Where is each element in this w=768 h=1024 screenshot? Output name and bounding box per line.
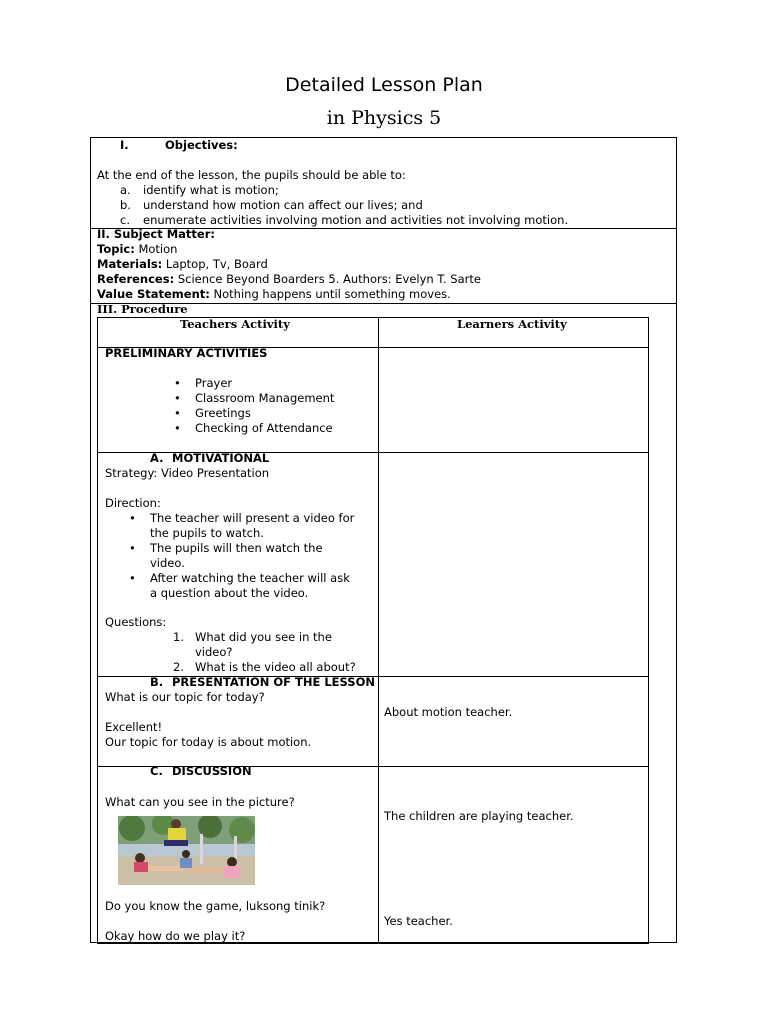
materials-row [97, 257, 268, 272]
objective-letter: b. [120, 198, 131, 212]
objective-letter: a. [120, 183, 131, 197]
direction-item-continued: a question about the video. [150, 586, 309, 600]
materials-label: Materials: [97, 257, 163, 271]
subject-matter-heading: II. Subject Matter: [97, 227, 215, 241]
objective-text: enumerate activities involving motion and activities not involving motion. [143, 213, 569, 227]
document-title-line2: in Physics 5 [326, 107, 442, 129]
question-number: 1. [173, 630, 184, 644]
discussion-letter: C. [150, 764, 163, 778]
direction-item: • The pupils will then watch the [150, 541, 323, 556]
presentation-excellent: Excellent! [105, 720, 163, 734]
objectives-heading: Objectives: [165, 138, 238, 152]
procedure-heading: III. Procedure [97, 302, 188, 316]
objective-letter: c. [120, 213, 130, 227]
questions-label: Questions: [105, 615, 167, 629]
motivational-heading: MOTIVATIONAL [172, 451, 270, 465]
question-text: What did you see in the [195, 630, 332, 644]
objectives-intro: At the end of the lesson, the pupils should be able to: [97, 168, 406, 182]
motivational-strategy: Strategy: Video Presentation [105, 466, 270, 480]
direction-label: Direction: [105, 496, 161, 510]
value-statement-label: Value Statement: [97, 287, 210, 301]
references-row [97, 272, 481, 287]
preliminary-heading: PRELIMINARY ACTIVITIES [105, 346, 268, 360]
topic-value: Motion [138, 242, 178, 256]
preliminary-item: • Prayer [195, 376, 232, 391]
presentation-heading: PRESENTATION OF THE LESSON [172, 675, 375, 689]
references-label: References: [97, 272, 175, 286]
question-text: What is the video all about? [195, 660, 356, 674]
objective-text: identify what is motion; [143, 183, 279, 197]
learner-answer-presentation: About motion teacher. [384, 705, 513, 719]
discussion-question: Do you know the game, luksong tinik? [105, 899, 326, 913]
column-divider [378, 318, 379, 943]
direction-item-continued: video. [150, 556, 185, 570]
motivational-letter: A. [150, 451, 164, 465]
discussion-question: What can you see in the picture? [105, 795, 295, 809]
presentation-letter: B. [150, 675, 164, 689]
children-playing-illustration [118, 816, 255, 885]
presentation-topic: Our topic for today is about motion. [105, 735, 312, 749]
children-playing-photo [118, 816, 255, 885]
materials-value: Laptop, Tv, Board [165, 257, 268, 271]
presentation-question: What is our topic for today? [105, 690, 265, 704]
value-statement-value: Nothing happens until something moves. [213, 287, 451, 301]
column-header-learner: Learners Activity [457, 317, 567, 331]
topic-row [97, 242, 177, 257]
preliminary-item: • Greetings [195, 406, 251, 421]
preliminary-item: • Checking of Attendance [195, 421, 333, 436]
direction-item: • The teacher will present a video for [150, 511, 354, 526]
objective-text: understand how motion can affect our lives; and [143, 198, 423, 212]
question-text-continued: video? [195, 645, 233, 659]
preliminary-item: • Classroom Management [195, 391, 334, 406]
question-number: 2. [173, 660, 184, 674]
column-header-teacher: Teachers Activity [180, 317, 290, 331]
direction-item: • After watching the teacher will ask [150, 571, 350, 586]
discussion-heading: DISCUSSION [172, 764, 252, 778]
value-statement-row [97, 287, 451, 302]
learner-answer-discussion: The children are playing teacher. [384, 809, 574, 823]
document-title-line1: Detailed Lesson Plan [285, 74, 483, 96]
topic-label: Topic: [97, 242, 135, 256]
discussion-question: Okay how do we play it? [105, 929, 246, 943]
references-value: Science Beyond Boarders 5. Authors: Evelyn T. Sarte [177, 272, 481, 286]
direction-item-continued: the pupils to watch. [150, 526, 264, 540]
learner-answer-discussion: Yes teacher. [384, 914, 453, 928]
objectives-numeral: I. [120, 138, 129, 152]
